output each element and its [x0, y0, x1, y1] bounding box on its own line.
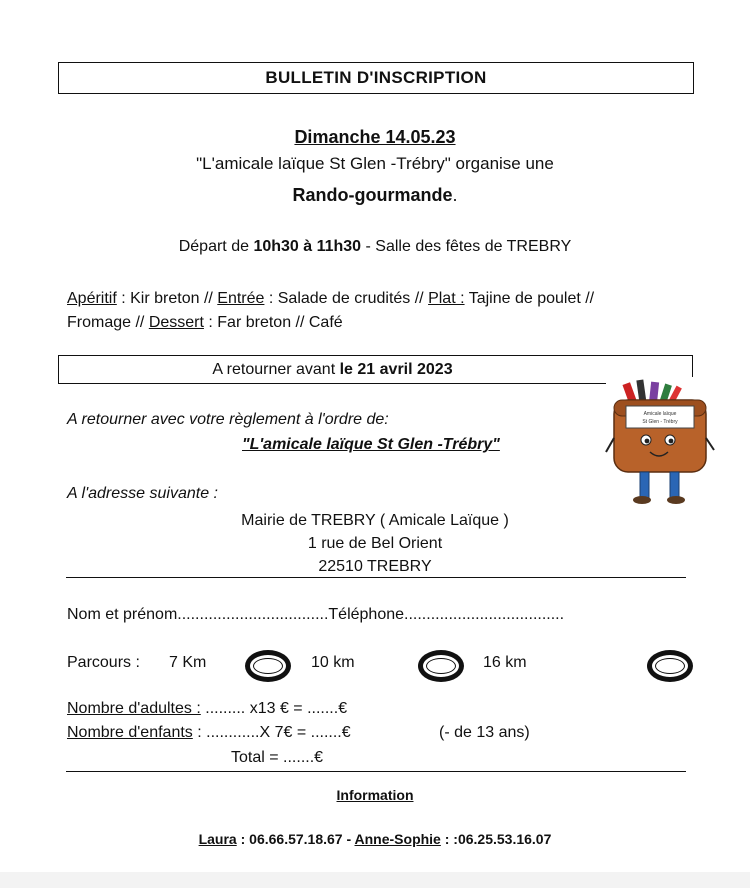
parcours-label: Parcours :	[67, 654, 140, 671]
contacts-line	[0, 831, 750, 847]
children-age-note: (- de 13 ans)	[439, 724, 530, 741]
event-name: Rando-gourmande	[292, 185, 453, 205]
contact-1-name: Laura	[198, 831, 237, 847]
departure-line: Départ de 10h30 à 11h30 - Salle des fêtes de TREBRY	[178, 238, 572, 255]
return-notice-box: A retourner avant le 21 avril 2023	[58, 355, 606, 384]
option-16km-label: 16 km	[483, 654, 527, 671]
total-field[interactable]: Total = .......€	[231, 749, 324, 766]
option-7km-label: 7 Km	[169, 654, 207, 671]
page-bottom-edge	[0, 872, 750, 888]
divider	[66, 771, 686, 772]
organizer-line: "L'amicale laïque St Glen -Trébry" organise une	[196, 154, 554, 173]
return-deadline: le 21 avril 2023	[339, 360, 453, 378]
payee-name: "L'amicale laïque St Glen -Trébry"	[242, 436, 500, 453]
svg-text:St Glen - Trébry: St Glen - Trébry	[642, 419, 678, 425]
contact-2-name: Anne-Sophie	[354, 831, 441, 847]
option-10km-radio[interactable]	[418, 650, 464, 682]
box-border-ext	[605, 355, 693, 356]
menu-text: Apéritif : Kir breton // Entrée : Salade de crudités // Plat : Tajine de poulet // Fromage // Dessert : Far breton // Café	[67, 290, 595, 331]
adults-field[interactable]: Nombre d'adultes : ......... x13 € = .......€	[67, 700, 348, 717]
address-block	[0, 509, 750, 578]
lunchbox-mascot-icon	[604, 378, 724, 508]
svg-text:Amicale laïque: Amicale laïque	[643, 411, 677, 417]
divider	[66, 577, 686, 578]
contact-1-phone: : 06.66.57.18.67 -	[236, 831, 355, 847]
option-16km-radio[interactable]	[647, 650, 693, 682]
address-line-1: Mairie de TREBRY ( Amicale Laïque )	[241, 512, 509, 529]
name-phone-field[interactable]: Nom et prénom..................................Téléphone....................................	[67, 606, 565, 623]
option-10km-label: 10 km	[311, 654, 355, 671]
box-border-right	[692, 355, 693, 377]
address-line-3: 22510 TREBRY	[318, 558, 432, 575]
address-label: A l'adresse suivante :	[67, 485, 218, 502]
address-line-2: 1 rue de Bel Orient	[307, 535, 443, 552]
bulletin-title: BULLETIN D'INSCRIPTION	[58, 62, 694, 94]
mascot-illustration	[604, 378, 724, 508]
contact-2-phone: : :06.25.53.16.07	[440, 831, 552, 847]
payment-line: A retourner avec votre règlement à l'ordre de:	[67, 411, 389, 428]
children-field[interactable]: Nombre d'enfants : ............X 7€ = .......€	[67, 724, 351, 741]
event-name-line: Rando-gourmande.	[292, 185, 458, 205]
event-date: Dimanche 14.05.23	[294, 127, 456, 147]
departure-time: 10h30 à 11h30	[253, 238, 362, 255]
info-title: Information	[336, 787, 414, 803]
option-7km-radio[interactable]	[245, 650, 291, 682]
